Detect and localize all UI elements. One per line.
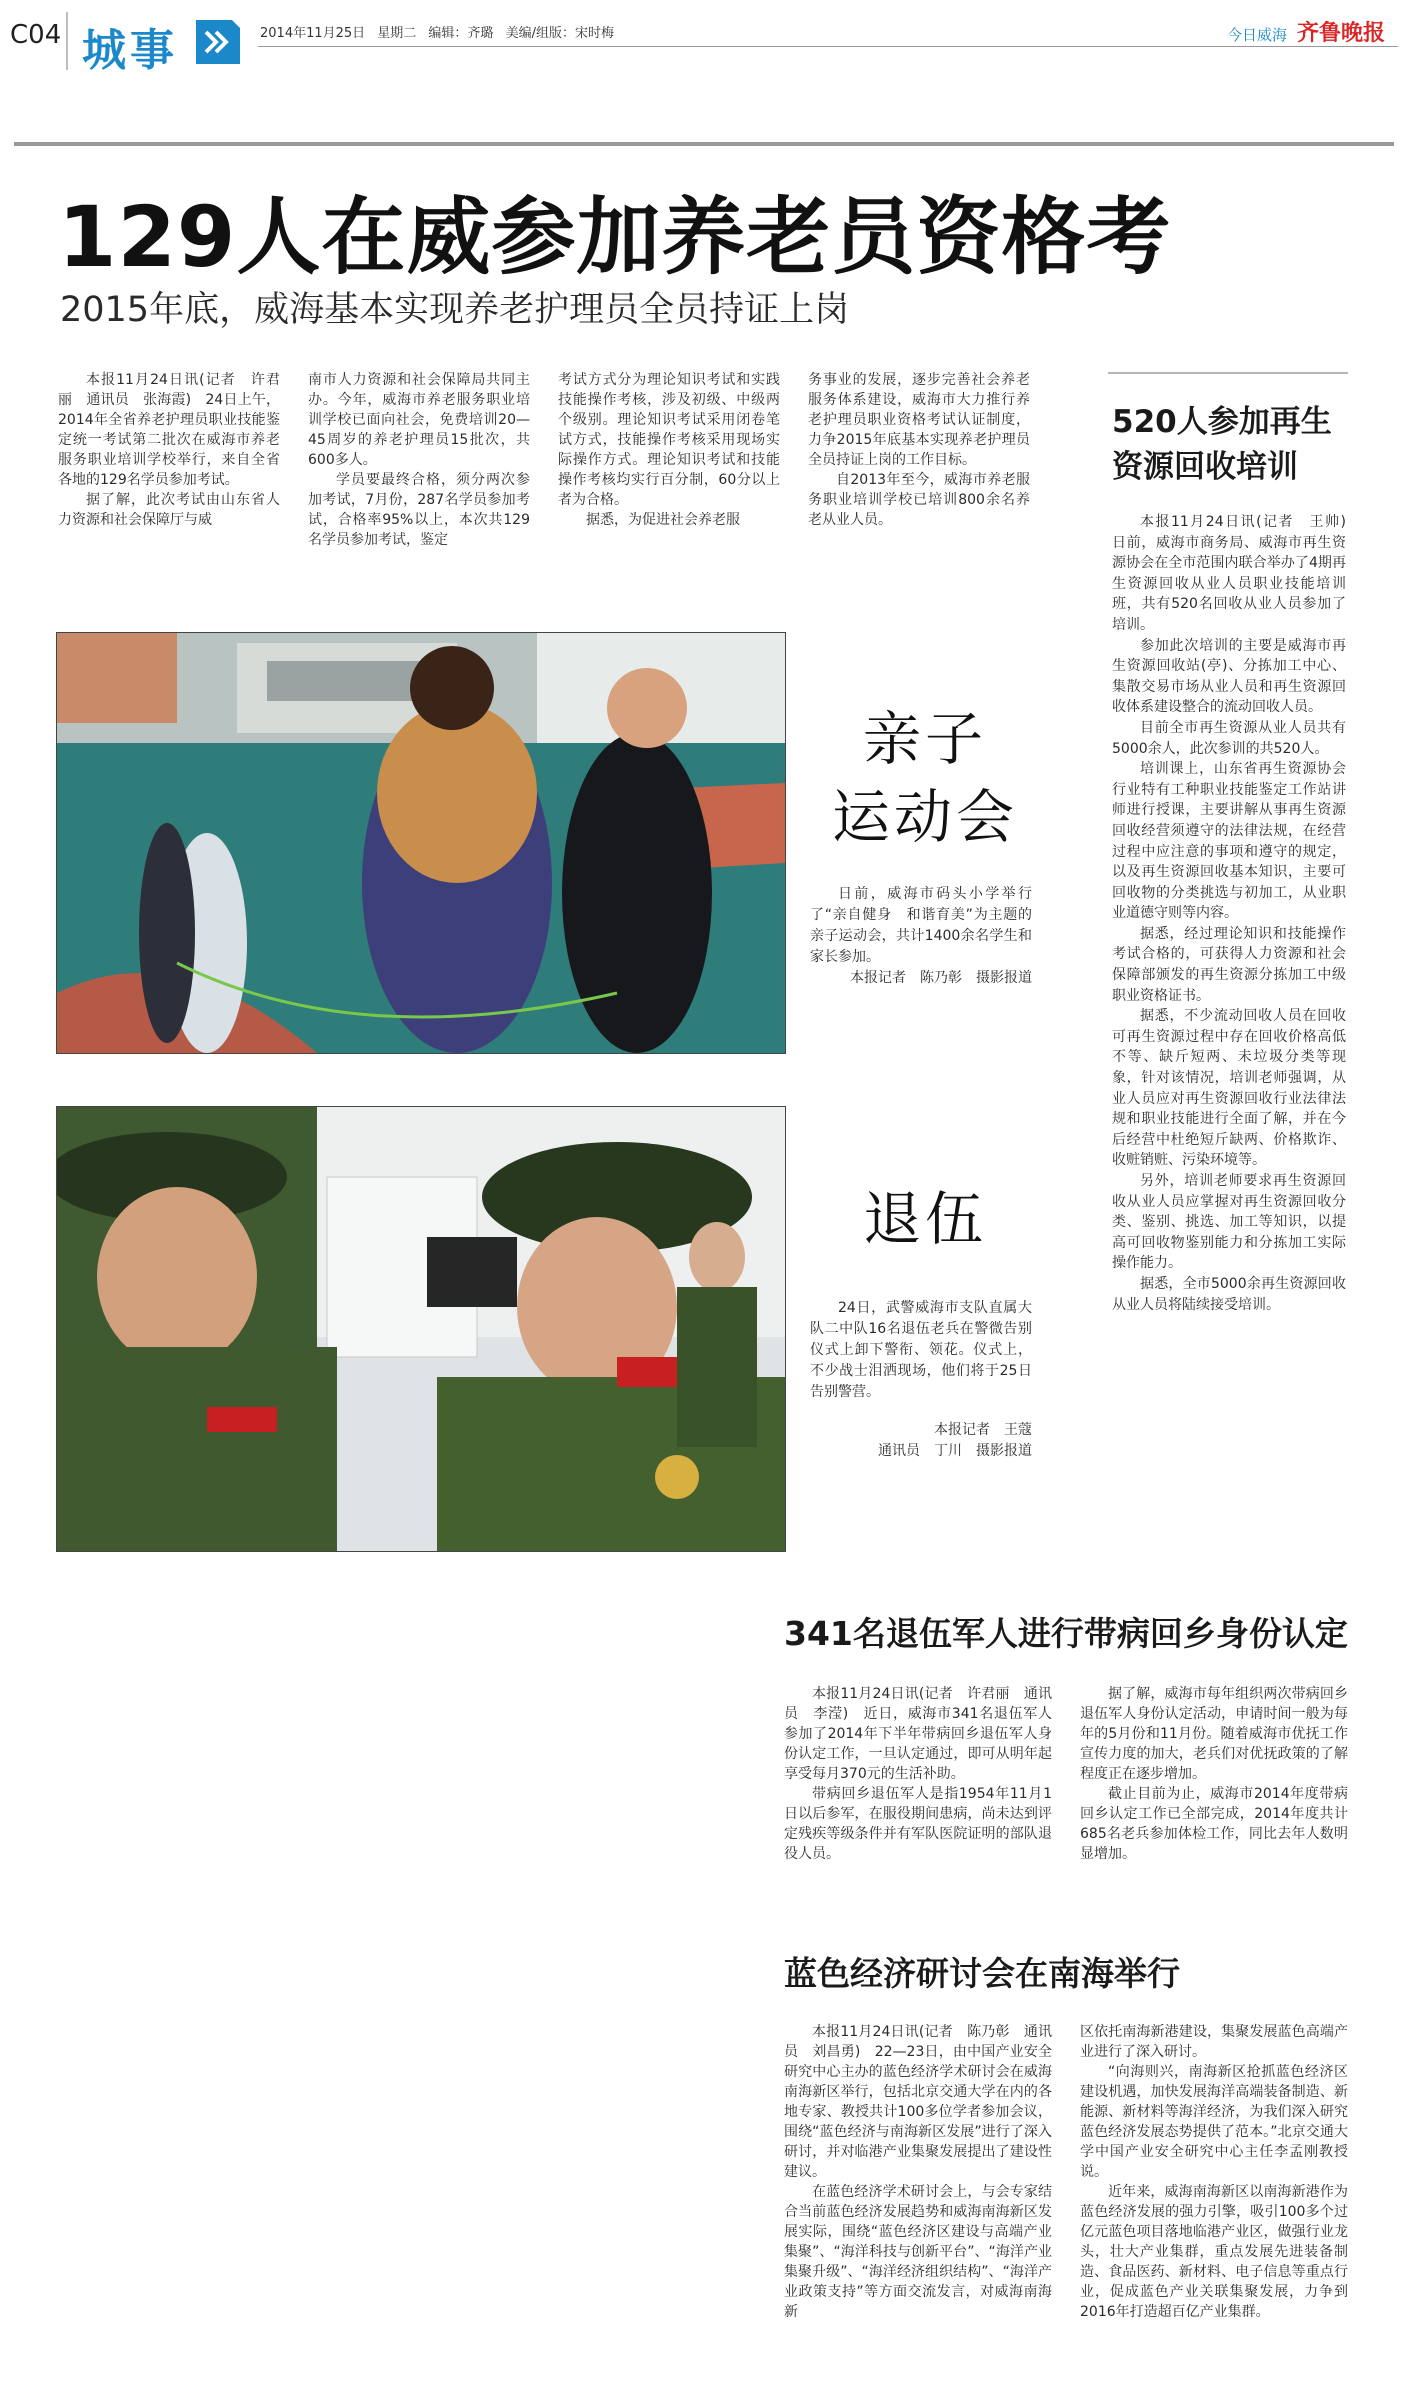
lead-column-1 [58, 370, 280, 530]
photo-credit [790, 1420, 1032, 1462]
paragraph: 带病回乡退伍军人是指1954年11月1日以后参军，在服役期间患病，尚未达到评定残疾等级条件并有军队医院证明的部队退役人员。 [784, 1786, 1052, 1862]
veterans-column-1 [784, 1684, 1052, 1864]
title-line: 520人参加再生 [1112, 404, 1332, 440]
paragraph: 本报11月24日讯(记者 陈乃彰 通讯员 刘昌勇) 22—23日，由中国产业安全研究中心主办的蓝色经济学术研讨会在威海南海新区举行，包括北京交通大学在内的各地专家、教授共计100多位学者参加会议，围绕“蓝色经济与南海新区发展”进行了深入研讨，并对临港产业集聚发展提出了建设性建议。 [784, 2024, 1052, 2180]
top-rule [14, 142, 1394, 146]
paragraph: 自2013年至今，威海市养老服务职业培训学校已培训800余名养老从业人员。 [808, 472, 1030, 528]
page-number: C04 [10, 20, 62, 50]
paragraph: 务事业的发展，逐步完善社会养老服务体系建设，威海市大力推行养老护理员职业资格考试认证制度，力争2015年底基本实现养老护理员全员持证上岗的工作目标。 [808, 372, 1030, 468]
section-title: 城事 [82, 25, 178, 76]
double-chevron-right-icon [196, 20, 240, 64]
paragraph: 据了解，威海市每年组织两次带病回乡退伍军人身份认定活动，申请时间一般为每年的5月份和11月份。随着威海市优抚工作宣传力度的加大，老兵们对优抚政策的了解程度正在逐步增加。 [1080, 1686, 1348, 1782]
blue-economy-column-2 [1080, 2022, 1348, 2322]
sidebar-body [1112, 512, 1360, 1315]
photo-title-parent-child-games [810, 700, 1040, 856]
lead-column-3 [558, 370, 780, 530]
photo-credit: 本报记者 陈乃彰 摄影报道 [850, 970, 1032, 986]
paragraph: 培训课上，山东省再生资源协会行业特有工种职业技能鉴定工作站讲师进行授课，主要讲解从事再生资源回收经营须遵守的法律法规，在经营过程中应注意的事项和遵守的规定，以及再生资源回收基本知识，主要可回收物的分类挑选与初加工，从业职业道德守则等内容。 [1112, 761, 1346, 922]
photo-veterans-retirement [56, 1106, 786, 1552]
article-title-blue-economy: 蓝色经济研讨会在南海举行 [784, 1954, 1180, 1993]
paragraph: 南市人力资源和社会保障局共同主办。今年，威海市养老服务职业培训学校已面向社会，免费培训20—45周岁的养老护理员15批次，共600多人。 [308, 372, 530, 468]
subheadline: 2015年底，威海基本实现养老护理员全员持证上岗 [60, 290, 850, 330]
lead-column-2 [308, 370, 530, 550]
paragraph: 另外，培训老师要求再生资源回收从业人员应掌握对再生资源回收分类、鉴别、挑选、加工等知识，以提高可回收物鉴别能力和分拣加工实际操作能力。 [1112, 1173, 1346, 1272]
photo-title-line: 运动会 [831, 783, 1018, 851]
paragraph: 学员要最终合格，须分两次参加考试，7月份，287名学员参加考试，合格率95%以上，本次共129名学员参加考试，鉴定 [308, 472, 530, 548]
credit-line: 本报记者 王蔻 [934, 1422, 1032, 1438]
paragraph: 据悉，不少流动回收人员在回收可再生资源过程中存在回收价格高低不等、缺斤短两、未垃圾分类等现象，针对该情况，培训老师强调，从业人员应对再生资源回收行业法律法规和职业技能进行全面了解，并在今后经营中杜绝短斤缺两、价格欺诈、收赃销赃、污染环境等。 [1112, 1008, 1346, 1169]
sidebar-title [1112, 400, 1352, 490]
caption-text: 日前，威海市码头小学举行了“亲自健身 和谐育美”为主题的亲子运动会，共计1400余名学生和家长参加。 [810, 886, 1032, 965]
credit-line: 通讯员 丁川 摄影报道 [878, 1443, 1032, 1459]
paragraph: 近年来，威海南海新区以南海新港作为蓝色经济发展的强力引擎，吸引100多个过亿元蓝色项目落地临港产业区，做强行业龙头，壮大产业集群，重点发展先进装备制造、食品医药、新材料、电子信息等重点行业，促成蓝色产业关联集聚发展，力争到2016年打造超百亿产业集群。 [1080, 2184, 1348, 2320]
paragraph: “向海则兴，南海新区抢抓蓝色经济区建设机遇，加快发展海洋高端装备制造、新能源、新材料等海洋经济，为我们深入研究蓝色经济发展态势提供了范本。”北京交通大学中国产业安全研究中心主任李孟刚教授说。 [1080, 2064, 1348, 2180]
veterans-column-2 [1080, 1684, 1348, 1864]
paragraph: 截止目前为止，威海市2014年度带病回乡认定工作已全部完成，2014年度共计685名老兵参加体检工作，同比去年人数明显增加。 [1080, 1786, 1348, 1862]
paragraph: 本报11月24日讯(记者 许君丽 通讯员 李滢) 近日，威海市341名退伍军人参加了2014年下半年带病回乡退伍军人身份认定工作，一旦认定通过，即可从明年起享受每月370元的生活补助。 [784, 1686, 1052, 1782]
sidebar-rule [1108, 372, 1348, 374]
photo-caption-veterans [810, 1298, 1032, 1403]
masthead-divider [66, 12, 68, 70]
photo-caption-parent-child-games [810, 884, 1032, 968]
paragraph: 考试方式分为理论知识考试和实践技能操作考核，涉及初级、中级两个级别。理论知识考试采用闭卷笔试方式，技能操作考核采用现场实际操作方式。理论知识考试和技能操作考核均实行百分制，60分以上者为合格。 [558, 372, 780, 508]
paper-logo: 齐鲁晚报 [1296, 20, 1385, 46]
photo-title-veterans: 退伍 [862, 1185, 987, 1253]
paragraph: 目前全市再生资源从业人员共有5000余人，此次参训的共520人。 [1112, 719, 1346, 757]
paragraph: 在蓝色经济学术研讨会上，与会专家结合当前蓝色经济发展趋势和威海南海新区发展实际，围绕“蓝色经济区建设与高端产业集聚”、“海洋科技与创新平台”、“海洋产业集聚升级”、“海洋经济组织结构”、“海洋产业政策支持”等方面交流发言，对威海南海新 [784, 2184, 1052, 2320]
paper-brand [1227, 16, 1385, 47]
region-label: 今日威海 [1226, 26, 1287, 44]
headline: 129人在威参加养老员资格考 [58, 188, 1172, 286]
paragraph: 据悉，为促进社会养老服 [586, 512, 740, 528]
photo-parent-child-games [56, 632, 786, 1054]
caption-text: 24日，武警威海市支队直属大队二中队16名退伍老兵在警微告别仪式上卸下警衔、领花。仪式上，不少战士泪洒现场，他们将于25日告别警营。 [810, 1300, 1032, 1400]
paragraph: 据悉，经过理论知识和技能操作考试合格的，可获得人力资源和社会保障部颁发的再生资源分拣加工中级职业资格证书。 [1112, 925, 1346, 1004]
paragraph: 据悉，全市5000余再生资源回收从业人员将陆续接受培训。 [1112, 1275, 1346, 1313]
blue-economy-column-1 [784, 2022, 1052, 2322]
title-line: 资源回收培训 [1112, 449, 1298, 485]
paragraph: 据了解，此次考试由山东省人力资源和社会保障厅与威 [58, 492, 280, 528]
article-title-veterans: 341名退伍军人进行带病回乡身份认定 [784, 1614, 1348, 1653]
issue-meta: 2014年11月25日 星期二 编辑：齐璐 美编/组版：宋时梅 [260, 26, 614, 41]
paragraph: 区依托南海新港建设，集聚发展蓝色高端产业进行了深入研讨。 [1080, 2024, 1348, 2060]
paragraph: 本报11月24日讯(记者 王帅) 日前，威海市商务局、威海市再生资源协会在全市范围内联合举办了4期再生资源回收从业人员职业技能培训班，共有520名回收从业人员参加了培训。 [1112, 514, 1360, 633]
photo-title-line: 亲子 [862, 705, 987, 773]
lead-column-4 [808, 370, 1030, 530]
paragraph: 本报11月24日讯(记者 许君丽 通讯员 张海霞) 24日上午，2014年全省养老护理员职业技能鉴定统一考试第二批次在威海市养老服务职业培训学校举行，来自全省各地的129名学员参加考试。 [58, 372, 280, 488]
paragraph: 参加此次培训的主要是威海市再生资源回收站(亭)、分拣加工中心、集散交易市场从业人员和再生资源回收体系建设整合的流动回收人员。 [1112, 637, 1346, 716]
